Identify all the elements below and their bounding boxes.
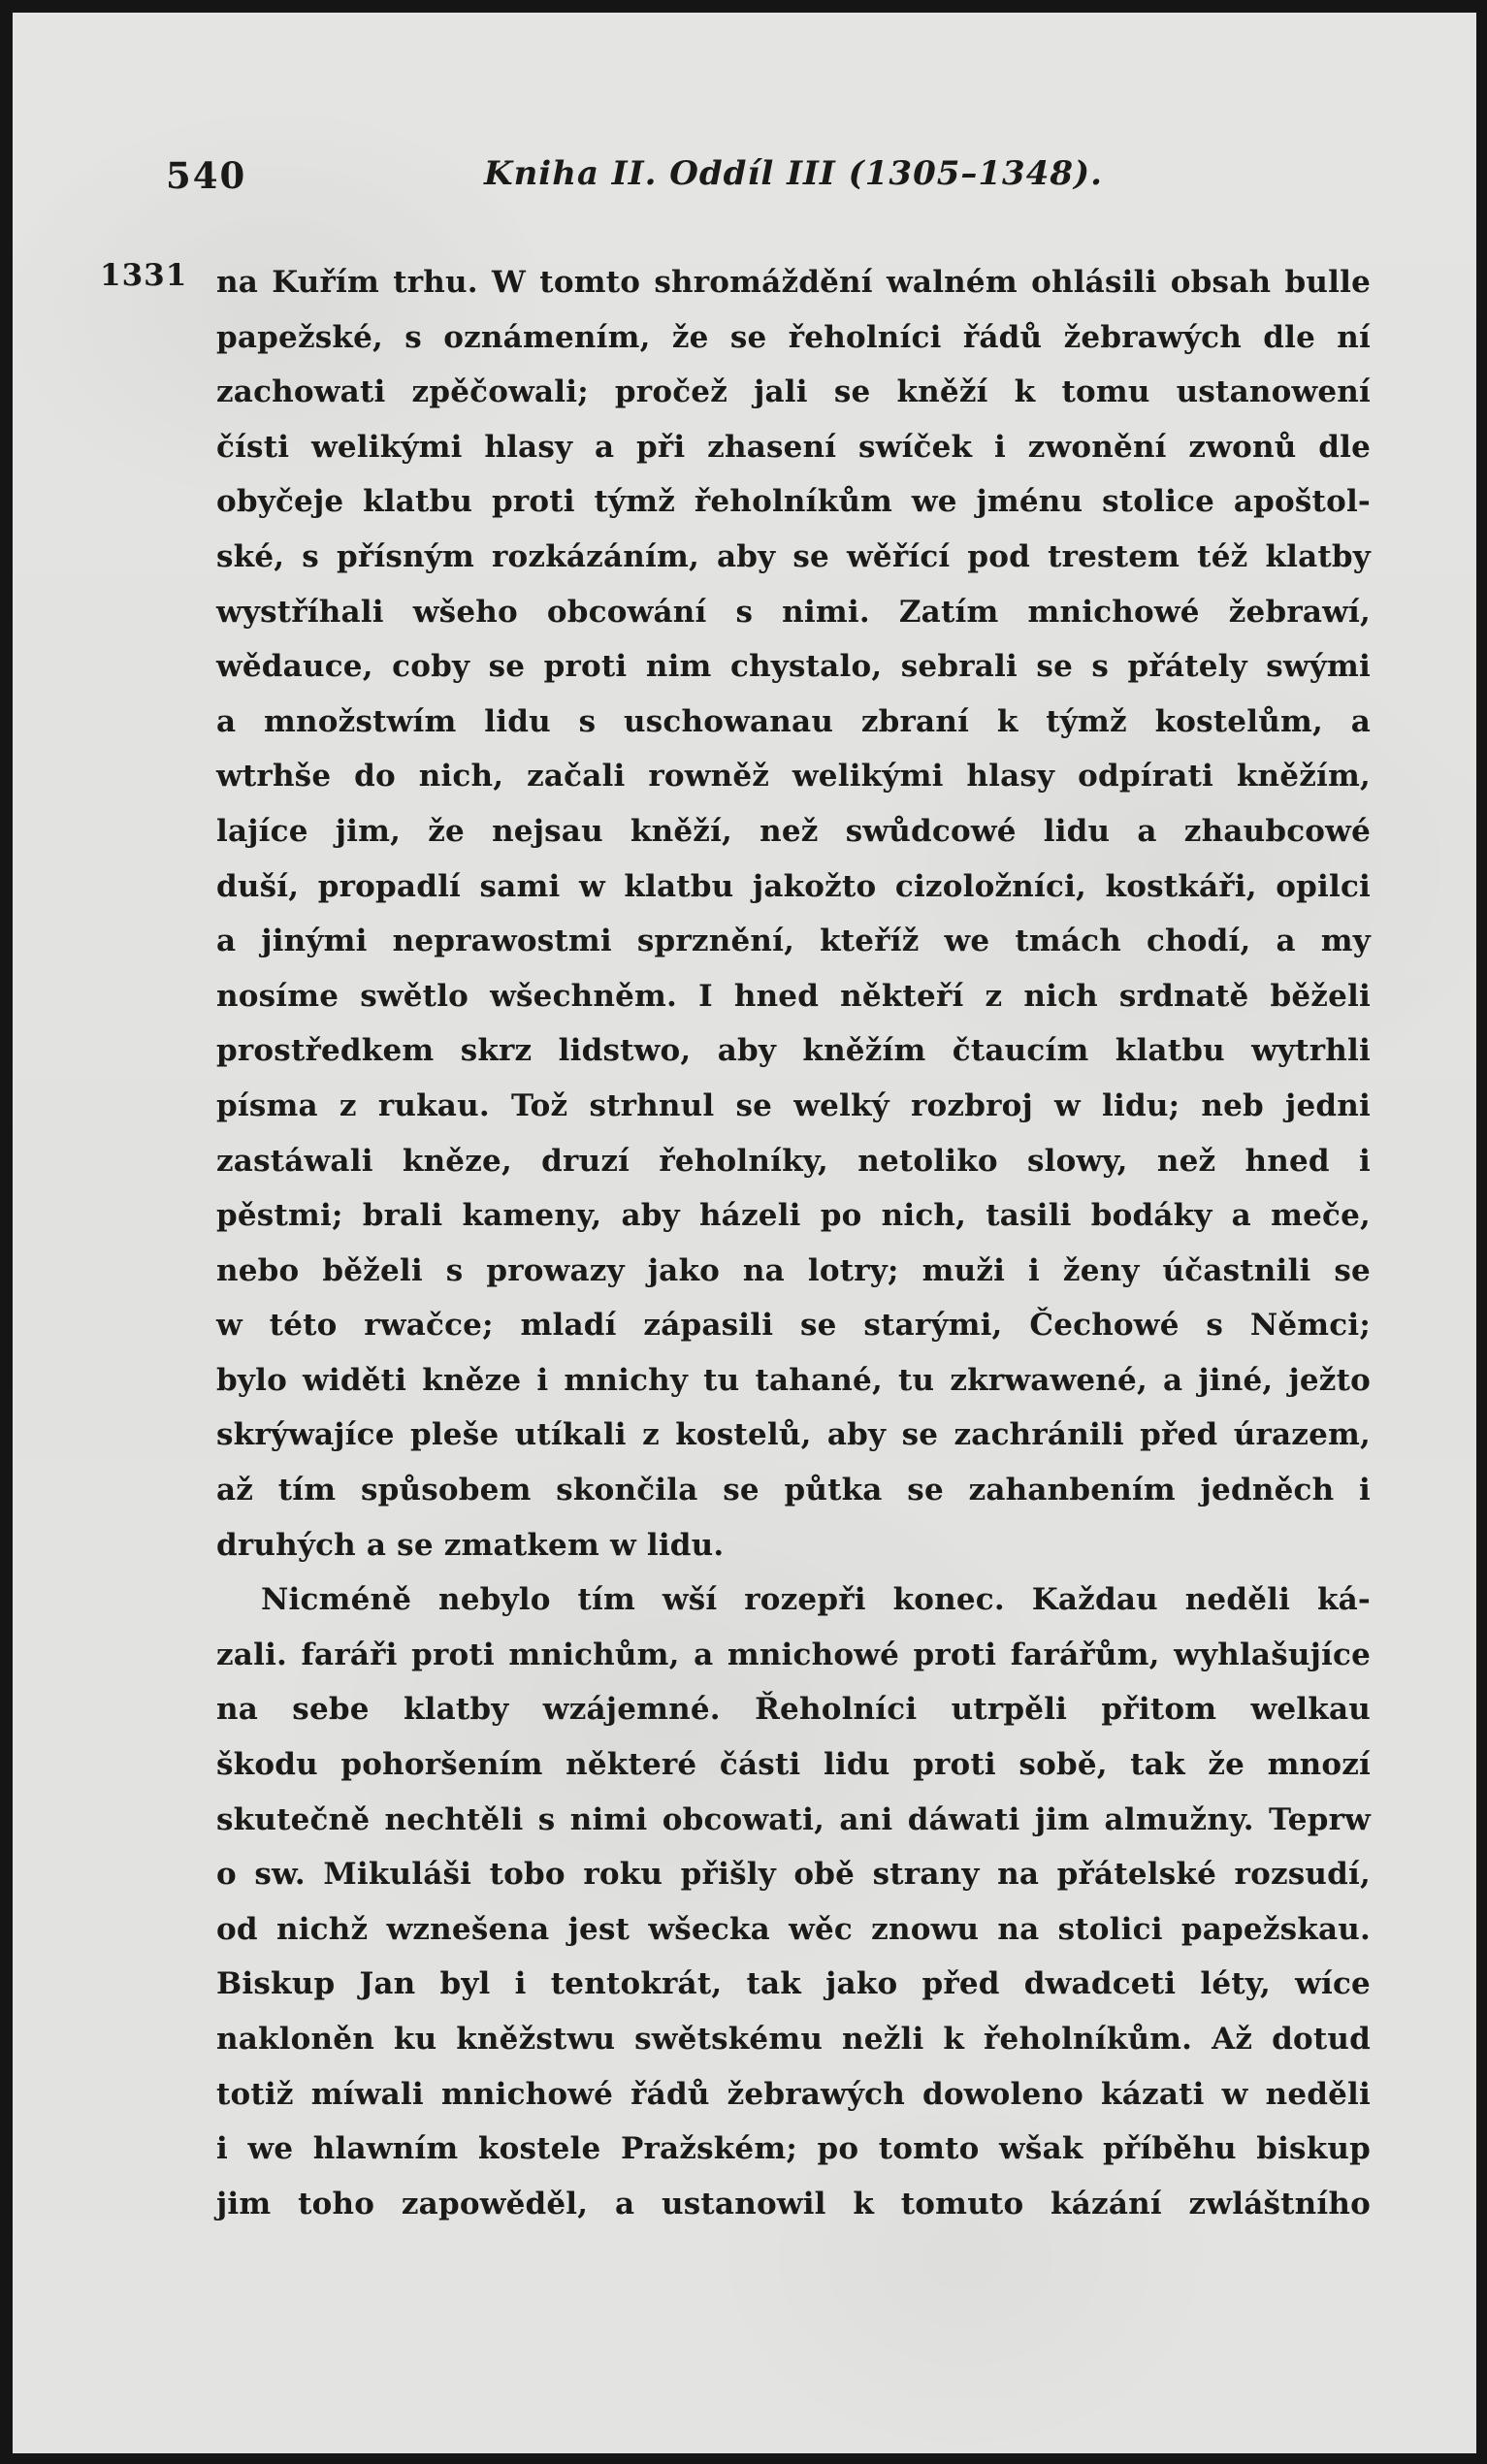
text-line: zastáwali kněze, druzí řeholníky, netoliko slowy, než hned i xyxy=(216,1143,1371,1179)
text-line: na sebe klatby wzájemné. Řeholníci utrpěli přitom welkau xyxy=(216,1692,1371,1728)
text-line: škodu pohoršením některé části lidu proti sobě, tak že mnozí xyxy=(216,1747,1371,1783)
text-line: obyčeje klatbu proti týmž řeholníkům we jménu stolice apoštol- xyxy=(216,484,1371,520)
body-text xyxy=(216,255,1371,2231)
text-line: až tím spůsobem skončila se půtka se zahanbením jedněch i xyxy=(216,1473,1371,1508)
text-line: i we hlawním kostele Pražském; po tomto wšak příběhu biskup xyxy=(216,2131,1371,2167)
text-line: a jinými neprawostmi sprznění, kteříž we tmách chodí, a my xyxy=(216,924,1371,959)
running-title: Kniha II. Oddíl III (1305–1348). xyxy=(484,154,1103,193)
text-line: pěstmi; brali kameny, aby házeli po nich, tasili bodáky a meče, xyxy=(216,1198,1371,1234)
text-line: lajíce jim, že nejsau kněží, než swůdcowé lidu a zhaubcowé xyxy=(216,813,1371,849)
text-line: druhých a se zmatkem w lidu. xyxy=(216,1527,725,1563)
book-page xyxy=(13,13,1476,2453)
text-line: a množstwím lidu s uschowanau zbraní k týmž kostelům, a xyxy=(216,703,1371,739)
text-line: Biskup Jan byl i tentokrát, tak jako před dwadceti léty, wíce xyxy=(216,1966,1371,2002)
text-line: na Kuřím trhu. W tomto shromáždění walném ohlásili obsah bulle xyxy=(216,265,1371,300)
text-line: ské, s přísným rozkázáním, aby se wěřící pod trestem též klatby xyxy=(216,538,1371,574)
text-line: duší, propadlí sami w klatbu jakožto cizoložníci, kostkáři, opilci xyxy=(216,868,1371,904)
text-line: Nicméně nebylo tím wší rozepři konec. Každau neděli ká- xyxy=(261,1582,1371,1618)
text-line: prostředkem skrz lidstwo, aby kněžím čtaucím klatbu wytrhli xyxy=(216,1033,1371,1069)
text-line: skrýwajíce pleše utíkali z kostelů, aby se zachránili před úrazem, xyxy=(216,1417,1371,1453)
text-line: od nichž wznešena jest wšecka wěc znowu na stolici papežskau. xyxy=(216,1911,1371,1947)
text-line: písma z rukau. Tož strhnul se welký rozbroj w lidu; neb jedni xyxy=(216,1087,1371,1123)
margin-year-note: 1331 xyxy=(100,258,188,293)
text-line: skutečně nechtěli s nimi obcowati, ani dáwati jim almužny. Teprw xyxy=(216,1801,1371,1837)
text-line: nebo běželi s prowazy jako na lotry; muži i ženy účastnili se xyxy=(216,1252,1371,1288)
text-line: wědauce, coby se proti nim chystalo, sebrali se s přátely swými xyxy=(216,649,1371,685)
text-line: jim toho zapowěděl, a ustanowil k tomuto kázání zwláštního xyxy=(216,2186,1371,2221)
text-line: o sw. Mikuláši tobo roku přišly obě strany na přátelské rozsudí, xyxy=(216,1857,1371,1893)
text-line: zachowati zpěčowali; pročež jali se kněží k tomu ustanowení xyxy=(216,374,1371,410)
text-line: wystříhali wšeho obcowání s nimi. Zatím mnichowé žebrawí, xyxy=(216,594,1371,630)
text-line: wtrhše do nich, začali rowněž welikými hlasy odpírati kněžím, xyxy=(216,759,1371,794)
text-line: zali. faráři proti mnichům, a mnichowé proti farářům, wyhlašujíce xyxy=(216,1637,1371,1672)
page-number: 540 xyxy=(166,154,247,197)
text-line: totiž míwali mnichowé řádů žebrawých dowoleno kázati w neděli xyxy=(216,2076,1371,2112)
text-line: w této rwačce; mladí zápasili se starými, Čechowé s Němci; xyxy=(216,1308,1371,1344)
text-line: čísti welikými hlasy a při zhasení swíček i zwonění zwonů dle xyxy=(216,429,1371,465)
text-line: papežské, s oznámením, že se řeholníci řádů žebrawých dle ní xyxy=(216,319,1371,355)
text-line: bylo widěti kněze i mnichy tu tahané, tu zkrwawené, a jiné, ježto xyxy=(216,1362,1371,1398)
text-line: nakloněn ku kněžstwu swětskému nežli k řeholníkům. Až dotud xyxy=(216,2022,1371,2057)
text-line: nosíme swětlo wšechněm. I hned někteří z nich srdnatě běželi xyxy=(216,978,1371,1014)
